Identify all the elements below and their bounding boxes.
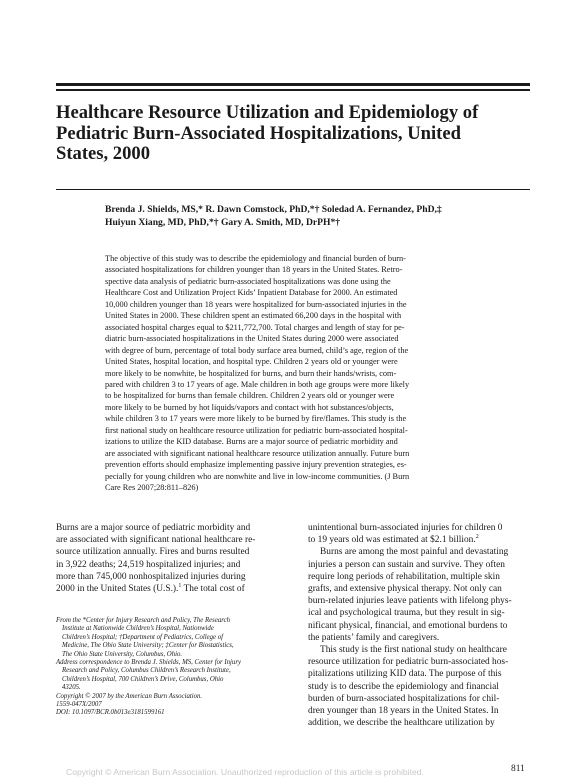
citation-superscript: 2 — [475, 534, 479, 541]
abstract-line: diatric burn-associated hospitalizations in the United States during 2000 were associated — [105, 334, 399, 344]
abstract-line: more likely to be nonwhite, be hospitalized for burns, and burn their hands/wrists, com- — [105, 368, 397, 378]
body-line: are associated with significant national healthcare re- — [56, 535, 256, 546]
body-line: source utilization annually. Fires and burns resulted — [56, 547, 250, 558]
footnote-line: The Ohio State University, Columbus, Ohio. — [62, 650, 183, 658]
footnote-line: Address correspondence to Brenda J. Shields, MS, Center for Injury — [56, 659, 241, 667]
body-line: ical and psychological trauma, but they result in sig- — [308, 608, 505, 619]
body-line: injuries a person can sustain and survive. They often — [308, 559, 505, 570]
abstract-line: are associated with significant national healthcare resource utilization annually. Future burn — [105, 448, 410, 458]
article-title — [56, 103, 534, 165]
abstract-line: 10,000 children younger than 18 years were hospitalized for burn-associated injuries in the — [105, 299, 407, 309]
body-column-left — [56, 522, 278, 595]
body-text: to 19 years old was estimated at $2.1 billion. — [308, 535, 476, 546]
abstract-line: prevention efforts should emphasize implementing passive injury prevention strategies, es- — [105, 460, 407, 470]
body-line: unintentional burn-associated injuries for children 0 — [308, 523, 503, 533]
doi-line: DOI: 10.1097/BCR.0b013e3181599161 — [56, 709, 165, 717]
header-rule-thick — [56, 83, 530, 86]
footnote-line: Institute at Nationwide Children’s Hospital, Nationwide — [62, 625, 214, 633]
body-text: The total cost of — [181, 584, 245, 595]
abstract-line: izations to utilize the KID database. Burns are a major source of pediatric morbidity and — [105, 437, 398, 447]
author-line: Brenda J. Shields, MS,* R. Dawn Comstock, PhD,*† Soledad A. Fernandez, PhD,‡ — [105, 204, 442, 215]
footnote-line: Research and Policy, Columbus Children’s Research Institute, — [62, 667, 231, 675]
body-line: burden of burn-associated hospitalizations for chil- — [308, 693, 500, 704]
footnote-line: Children’s Hospital, 700 Children’s Drive, Columbus, Ohio — [62, 675, 224, 683]
author-line: Huiyun Xiang, MD, PhD,*† Gary A. Smith, MD, DrPH*† — [105, 216, 341, 228]
footnote-line: Copyright © 2007 by the American Burn Association. — [56, 692, 203, 700]
title-line: Pediatric Burn-Associated Hospitalizations, United — [56, 122, 461, 144]
abstract-line: Healthcare Cost and Utilization Project Kids’ Inpatient Database for 2000. An estimated — [105, 288, 398, 298]
body-line: resource utilization for pediatric burn-associated hos- — [308, 657, 509, 668]
author-list — [105, 204, 535, 229]
body-line — [308, 534, 530, 546]
abstract-line: associated hospital charges equal to $211,772,700. Total charges and length of stay for pe- — [105, 322, 405, 332]
footnote-line: Medicine, The Ohio State University; ‡Center for Biostatistics, — [62, 642, 234, 650]
title-line: Healthcare Resource Utilization and Epidemiology of — [56, 102, 479, 123]
footnote-line: Children’s Hospital; †Department of Pediatrics, College of — [62, 633, 224, 641]
abstract — [105, 253, 477, 494]
citation-superscript: 1 — [178, 582, 182, 589]
title-divider — [56, 189, 530, 190]
abstract-line: Care Res 2007;28:811–826) — [105, 483, 199, 493]
body-line: This study is the first national study on healthcare — [320, 645, 507, 656]
body-line: study is to describe the epidemiology and financial — [308, 681, 499, 692]
header-rule-thin — [56, 89, 530, 91]
body-line: the patients’ family and caregivers. — [308, 632, 440, 643]
footnote-line: From the *Center for Injury Research and Policy, The Research — [56, 617, 231, 624]
abstract-line: while children 3 to 17 years were more likely to be burned by fire/flames. This study is the — [105, 414, 407, 424]
body-line: Burns are among the most painful and devastating — [320, 547, 509, 558]
body-text: 2000 in the United States (U.S.). — [56, 584, 179, 595]
abstract-line: spective data analysis of pediatric burn-associated hospitalizations was done using the — [105, 276, 391, 286]
body-line: pitalizations utilizing KID data. The purpose of this — [308, 669, 502, 680]
abstract-line: United States in 2000. These children spent an estimated 66,200 days in the hospital with — [105, 311, 402, 321]
abstract-line: United States, hospital location, and hospital type. Children 2 years old or younger were — [105, 357, 398, 367]
body-line: grafts, and extensive physical therapy. Not only can — [308, 584, 502, 595]
copyright-watermark: Copyright © American Burn Association. Unauthorized reproduction of this article is prohibited. — [66, 767, 424, 777]
abstract-line: associated hospitalizations for children younger than 18 years in the United States. Retro- — [105, 265, 403, 275]
footnote-line: 43205. — [62, 684, 81, 692]
title-line: States, 2000 — [56, 143, 150, 164]
body-line: burn-related injuries leave patients with lifelong phys- — [308, 596, 512, 607]
body-line: require long periods of rehabilitation, multiple skin — [308, 571, 500, 582]
abstract-line: to be hospitalized for burns than female children. Children 2 years old or younger were — [105, 391, 395, 401]
footnote-line: 1559-047X/2007 — [56, 701, 102, 709]
body-line: addition, we describe the healthcare utilization by — [308, 718, 495, 729]
body-column-right — [308, 522, 530, 729]
body-line: nificant physical, financial, and emotional burdens to — [308, 620, 508, 631]
abstract-line: The objective of this study was to describe the epidemiology and financial burden of burn- — [105, 254, 406, 263]
abstract-line: with degree of burn, percentage of total body surface area burned, child’s age, region of the — [105, 345, 409, 355]
body-line — [56, 583, 278, 595]
page-number: 811 — [511, 764, 525, 774]
abstract-line: pared with children 3 to 17 years of age. Male children in both age groups were more likely — [105, 379, 410, 389]
body-line: in 3,922 deaths; 24,519 hospitalized injuries; and — [56, 559, 241, 570]
affiliation-footnotes — [56, 617, 286, 718]
body-line: Burns are a major source of pediatric morbidity and — [56, 523, 251, 533]
abstract-line: more likely to be burned by hot liquids/vapors and contact with hot substances/objects, — [105, 402, 394, 412]
abstract-line: first national study on healthcare resource utilization for pediatric burn-associated hospital- — [105, 425, 408, 435]
body-line: more than 745,000 nonhospitalized injuries during — [56, 571, 246, 582]
abstract-line: pecially for young children who are nonwhite and live in low-income communities. (J Burn — [105, 471, 410, 481]
body-line: dren younger than 18 years in the United States. In — [308, 706, 499, 717]
